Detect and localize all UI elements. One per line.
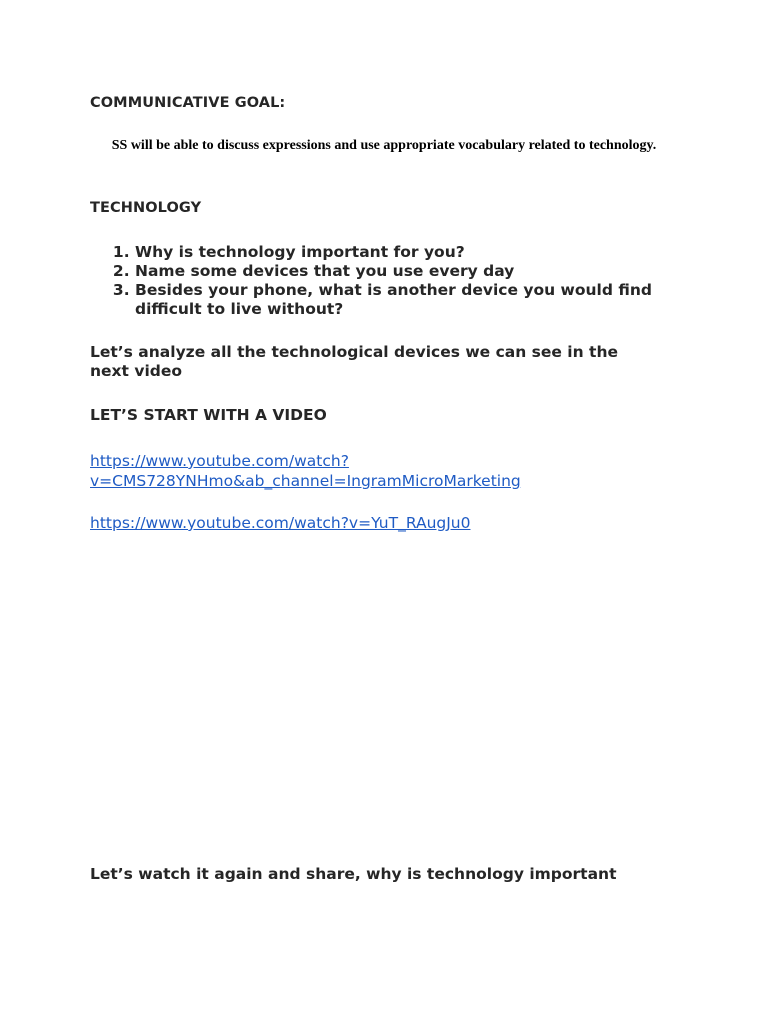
video-link-1[interactable] [90, 451, 660, 491]
video-link-2[interactable] [90, 513, 660, 533]
video-link-1-line2[interactable]: v=CMS728YNHmo&ab_channel=IngramMicroMarketing [90, 472, 521, 490]
video-link-2-line1[interactable]: https://www.youtube.com/watch?v=YuT_RAugJu0 [90, 514, 471, 532]
analyze-text: Let’s analyze all the technological devices we can see in the next video [90, 343, 618, 380]
video-link-1-line1[interactable]: https://www.youtube.com/watch? [90, 452, 349, 470]
list-item: 2. Name some devices that you use every day [135, 262, 660, 281]
goal-heading: COMMUNICATIVE GOAL: [90, 95, 286, 111]
question-list [90, 243, 660, 319]
list-item: 3. Besides your phone, what is another device you would find difficult to live without? [135, 281, 660, 319]
watch-again-text: Let’s watch it again and share, why is technology important [90, 865, 617, 883]
list-item: 1. Why is technology important for you? [135, 243, 660, 262]
goal-text: SS will be able to discuss expressions and use appropriate vocabulary related to technology. [111, 138, 657, 153]
technology-heading: TECHNOLOGY [90, 200, 202, 216]
video-heading: LET’S START WITH A VIDEO [90, 406, 327, 424]
